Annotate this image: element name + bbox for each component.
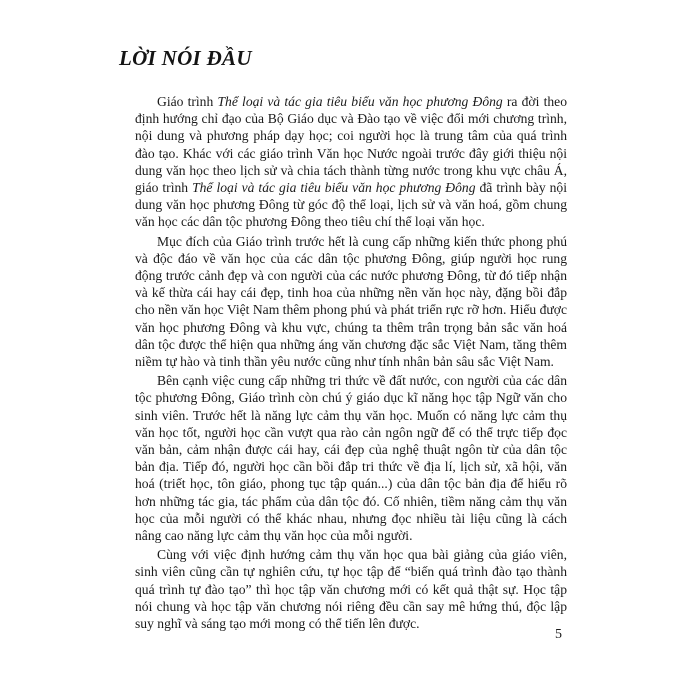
paragraph-2: Mục đích của Giáo trình trước hết là cung cấp những kiến thức phong phú và độc đáo về văn học của các dân tộc phương Đông, giúp người học rung động trước cảnh đẹp và con người của các nước phương Đông, từ đó tiếp nhận và kế thừa cái hay cái đẹp, tinh hoa của những nền văn học này, đặng bồi đắp cho nền văn học Việt Nam thêm phong phú và phát triển rực rỡ hơn. Hiểu được văn học phương Đông và khu vực, chúng ta thêm trân trọng bản sắc văn hoá dân tộc được thể hiện qua những áng văn chương đặc sắc Việt Nam, tăng thêm niềm tự hào và tinh thần yêu nước cũng như tính nhân bản sâu sắc Việt Nam. bbox=[135, 233, 567, 370]
course-title-italic-1: Thể loại và tác gia tiêu biểu văn học phương Đông bbox=[217, 94, 503, 109]
paragraph-1-part-2: ra đời theo định hướng chỉ đạo của Bộ Giáo dục và Đào tạo về việc đổi mới chương trình, nội dung và phương pháp dạy học; coi người học là trung tâm của quá trình đào tạo. Khác với các giáo trình Văn học Nước ngoài trước đây giới thiệu nội dung văn học theo lịch sử và chia tách thành từng nước trong khu vực châu Á, giáo trình bbox=[135, 94, 567, 196]
page-title: LỜI NÓI ĐẦU bbox=[119, 46, 252, 70]
paragraph-1-part-1: Giáo trình bbox=[157, 94, 218, 109]
body-text bbox=[135, 93, 567, 634]
paragraph-3: Bên cạnh việc cung cấp những tri thức về đất nước, con người của các dân tộc phương Đông, Giáo trình còn chú ý giáo dục kĩ năng học tập Ngữ văn cho sinh viên. Trước hết là năng lực cảm thụ văn học. Muốn có năng lực cảm thụ văn học tốt, người học cần vượt qua rào cản ngôn ngữ để có thể trực tiếp đọc văn bản, cảm nhận được cái hay, cái đẹp của nghệ thuật ngôn từ của dân tộc bản địa. Tiếp đó, người học cần bồi đắp tri thức về địa lí, lịch sử, xã hội, văn hoá (triết học, tôn giáo, phong tục tập quán...) của dân tộc bản địa để hiểu rõ hơn những tác gia, tác phẩm của dân tộc đó. Cố nhiên, tiềm năng cảm thụ văn học của mỗi người có thể khác nhau, nhưng đọc nhiều tài liệu cũng là cách nâng cao năng lực cảm thụ văn học của mỗi người. bbox=[135, 373, 567, 544]
paragraph-1 bbox=[135, 93, 567, 231]
paragraph-4: Cùng với việc định hướng cảm thụ văn học qua bài giảng của giáo viên, sinh viên cũng cần tự nghiên cứu, tự học tập để “biến quá trình đào tạo thành quá trình tự đào tạo” thì học tập văn chương mới có kết quả thật sự. Học tập nói chung và học tập văn chương nói riêng đều cần say mê hứng thú, độc lập suy nghĩ và sáng tạo mới mong có thể tiến lên được. bbox=[135, 547, 567, 632]
page-number: 5 bbox=[555, 627, 562, 642]
course-title-italic-2: Thể loại và tác gia tiêu biểu văn học phương Đông bbox=[192, 180, 476, 196]
paragraph-1-part-3: đã trình bày nội dung văn học phương Đông từ góc độ thể loại, lịch sử và văn hoá, gồm chung văn học các dân tộc phương Đông theo tiêu chí thể loại văn học. bbox=[135, 180, 567, 230]
